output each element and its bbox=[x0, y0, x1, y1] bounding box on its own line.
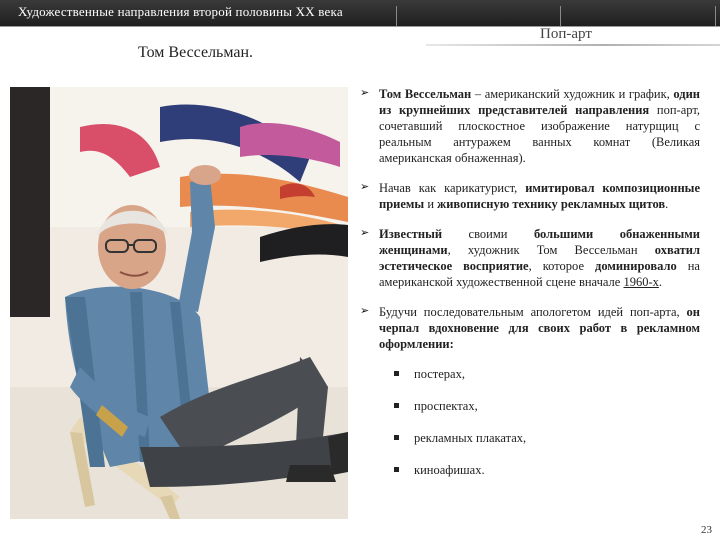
list-item-text: киноафишах. bbox=[414, 463, 485, 477]
bullet-wesselmann-intro bbox=[360, 86, 700, 166]
emphasis-span: он черпал вдохновение для своих работ в рекламном оформлении: bbox=[379, 305, 700, 351]
artist-photo-illustration bbox=[10, 87, 348, 519]
advertising-list bbox=[360, 366, 700, 478]
decade-span: 1960-х bbox=[623, 275, 659, 289]
text-span: своими bbox=[442, 227, 534, 241]
emphasis-span: один из крупнейших представителей направления bbox=[379, 87, 700, 117]
square-bullet-icon bbox=[394, 371, 399, 376]
text-span: . bbox=[665, 197, 669, 211]
text-span: Начав как карикатурист, bbox=[379, 181, 526, 195]
bullet-inspiration bbox=[360, 304, 700, 352]
bullet-caricaturist bbox=[360, 180, 700, 212]
list-item-text: рекламных плакатах, bbox=[414, 431, 527, 445]
list-item bbox=[394, 462, 700, 478]
emphasis-span: живописную технику рекламных щитов bbox=[437, 197, 666, 211]
section-underline bbox=[426, 44, 720, 46]
text-span: и bbox=[424, 197, 438, 211]
list-item bbox=[394, 366, 700, 382]
emphasis-span: Известный bbox=[379, 227, 443, 241]
text-span: на американской художественной сцене вначале bbox=[379, 259, 700, 289]
emphasis-span: имитировал композиционные приемы bbox=[379, 181, 700, 211]
text-span: , которое bbox=[528, 259, 595, 273]
bullet-known-for bbox=[360, 226, 700, 290]
artist-photo bbox=[10, 87, 348, 519]
page-number: 23 bbox=[701, 524, 712, 536]
header-divider bbox=[396, 6, 397, 26]
text-span: . bbox=[658, 275, 663, 289]
artist-name: Том Вессельман bbox=[379, 87, 472, 101]
emphasis-span: охватил эстетическое восприятие bbox=[379, 243, 700, 273]
square-bullet-icon bbox=[394, 403, 399, 408]
header-divider bbox=[560, 6, 561, 26]
section-title: Поп-арт bbox=[540, 26, 592, 42]
text-span: поп-арт, сочетавший плоскостное изображение натурщиц с реальным антуражем ванных комнат (Великая американская обнаженная). bbox=[379, 103, 700, 165]
arrow-bullet-icon: ➢ bbox=[360, 180, 370, 193]
arrow-bullet-icon: ➢ bbox=[360, 86, 370, 99]
header-bar bbox=[0, 0, 720, 27]
list-item bbox=[394, 430, 700, 446]
text-content bbox=[360, 86, 700, 494]
list-item bbox=[394, 398, 700, 414]
square-bullet-icon bbox=[394, 467, 399, 472]
arrow-bullet-icon: ➢ bbox=[360, 304, 370, 317]
text-span: , художник Том Вессельман bbox=[447, 243, 655, 257]
presentation-title: Художественные направления второй половины XX века bbox=[18, 4, 343, 19]
arrow-bullet-icon: ➢ bbox=[360, 226, 370, 239]
list-item-text: постерах, bbox=[414, 367, 465, 381]
text-span: Будучи последовательным апологетом идей поп-арта, bbox=[379, 305, 687, 319]
text-span: – американский художник и график, bbox=[471, 87, 674, 101]
emphasis-span: большими обнаженными женщинами bbox=[379, 227, 701, 257]
header-divider bbox=[715, 6, 716, 26]
square-bullet-icon bbox=[394, 435, 399, 440]
list-item-text: проспектах, bbox=[414, 399, 478, 413]
emphasis-span: доминировало bbox=[595, 259, 677, 273]
photo-caption: Том Вессельман. bbox=[138, 44, 254, 61]
